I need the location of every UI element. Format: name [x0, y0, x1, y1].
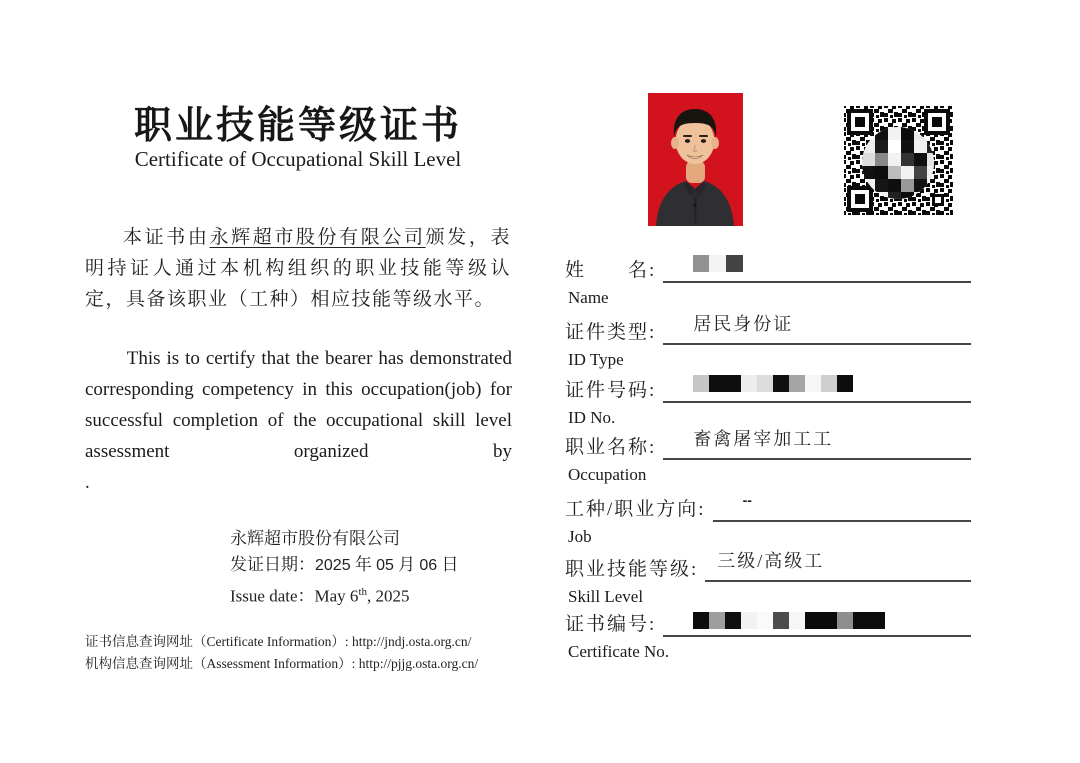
field-id-no [565, 368, 971, 428]
field-id-type-label-en: ID Type [568, 350, 624, 369]
paragraph-rest: 颁发，表明持证人通过本机构组织的职业技能等级认定，具备该职业（工种）相应技能等级水平。 [85, 227, 511, 310]
field-occupation-label-zh: 职业名称: [565, 437, 657, 458]
field-name-label-en: Name [568, 288, 609, 307]
field-job [565, 487, 971, 547]
field-certificate-no [565, 602, 971, 662]
field-name-label-zh: 姓 名: [565, 260, 657, 281]
body-paragraph-zh [85, 222, 511, 315]
field-id-no-label-zh: 证件号码: [565, 380, 657, 401]
field-occupation-value: 畜禽屠宰加工工 [693, 429, 834, 449]
assessment-info-url: http://pjjg.osta.org.cn/ [358, 655, 479, 671]
certificate-info-url: http://jndj.osta.org.cn/ [351, 634, 472, 649]
field-job-line [713, 485, 971, 522]
field-skill-level-label-zh: 职业技能等级: [565, 559, 699, 580]
body-paragraph-en-block [85, 343, 512, 498]
field-id-no-line [663, 366, 971, 403]
redacted-name-value [693, 255, 743, 272]
issue-date-zh: 发证日期：2025 年 05 月 06 日 [230, 555, 459, 574]
id-photo [648, 93, 743, 226]
field-certificate-no-label-zh: 证书编号: [565, 614, 657, 635]
field-occupation-line [663, 423, 971, 460]
certificate-title-en: Certificate of Occupational Skill Level [134, 147, 462, 171]
field-certificate-no-line [663, 600, 971, 637]
field-id-type-line [663, 308, 971, 345]
certificate-info-line [85, 631, 478, 653]
field-occupation-label-en: Occupation [568, 465, 647, 484]
field-name-line [663, 246, 971, 283]
field-skill-level-line [705, 545, 971, 582]
redacted-certificate-no-value [693, 612, 885, 629]
field-skill-level-label-en: Skill Level [568, 587, 644, 606]
certificate-info-label: 证书信息查询网址（Certificate Information）: [85, 634, 352, 649]
field-skill-level-value: 三级/高级工 [717, 551, 825, 571]
assessment-info-label: 机构信息查询网址（Assessment Information）: [85, 655, 359, 671]
field-occupation [565, 425, 971, 485]
field-job-label-en: Job [568, 527, 592, 546]
body-paragraph-en-period: . [85, 472, 90, 493]
redacted-id-no-value [693, 375, 853, 392]
paragraph-lead: 本证书由 [123, 227, 210, 248]
issuer-name: 永辉超市股份有限公司 [230, 529, 400, 548]
field-job-label-zh: 工种/职业方向: [565, 499, 706, 520]
field-id-type [565, 310, 971, 370]
field-id-type-label-zh: 证件类型: [565, 322, 657, 343]
qr-code-icon [842, 104, 955, 217]
footer-links [85, 631, 478, 674]
issuer-block [230, 526, 458, 610]
field-id-no-label-en: ID No. [568, 408, 616, 427]
field-job-value: -- [742, 492, 752, 508]
certificate-title-zh: 职业技能等级证书 [133, 105, 462, 147]
body-paragraph-en: This is to certify that the bearer has demonstrated corresponding competency in this occupation(job) for successful completion of the occupational skill level assessment organized by [85, 348, 512, 462]
field-name [565, 248, 971, 308]
field-certificate-no-label-en: Certificate No. [568, 642, 670, 661]
field-id-type-value: 居民身份证 [693, 314, 794, 334]
issue-date-en: Issue date：May 6th, 2025 [230, 586, 410, 606]
field-skill-level [565, 547, 971, 607]
issuer-name-underlined: 永辉超市股份有限公司 [209, 227, 426, 248]
assessment-info-line [85, 653, 478, 675]
